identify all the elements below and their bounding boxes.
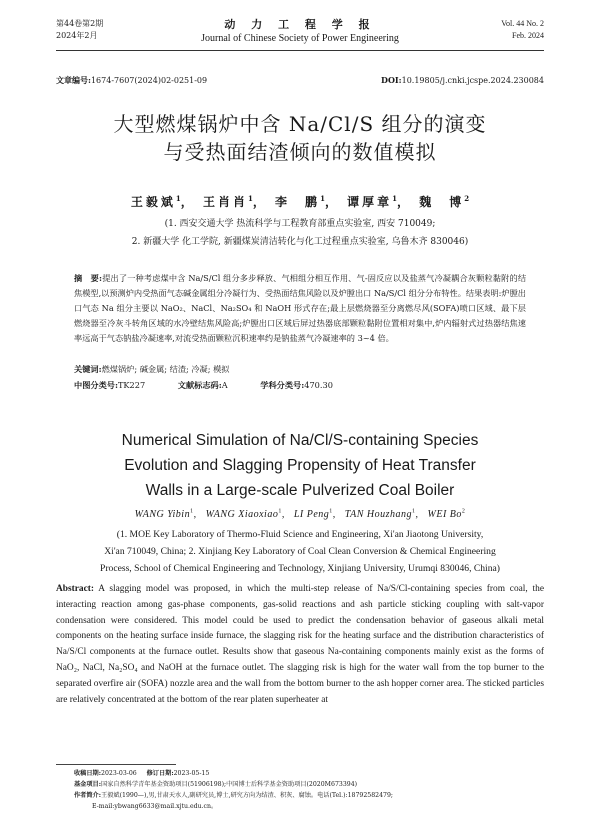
fund-label: 基金项目: <box>74 781 102 788</box>
journal-name-cn: 动 力 工 程 学 报 <box>224 18 376 31</box>
title-en-line3: Walls in a Large-scale Pulverized Coal Boiler <box>145 482 455 499</box>
author-cn: 王毅斌$^1$， <box>130 194 196 209</box>
abstract-cn <box>74 271 526 346</box>
abstract-en-text: A slagging model was proposed, in which the multi-step release of Na/S/Cl-containing species from coal, the interacting reaction among gas-phase components, gas-solid reactions and ash particle sticking coupling with salt-vapor condensation were considered. This model could be used to predict the condensation behavior of gaseous alkali metal components on the heating surface inside furnace, the slagging risk for the heating surface and the distribution characteristics of Na/S/Cl components at the furnace outlet. Results show that gaseous Na-containing components mainly exist as the forms of NaO₂, NaCl, Na₂SO₄ and NaOH at the furnace outlet. The slagging risk is high for the water wall from the top burner to the separated overfire air (SOFA) nozzle area and the wall from the bottom burner to the ash hopper corner area. The sticked particles are relatively concentrated at the bottom of the rear platen superheater at <box>56 584 544 705</box>
received-label: 收稿日期: <box>74 770 102 777</box>
journal-name <box>56 18 544 45</box>
author-bio-label: 作者简介: <box>74 792 102 799</box>
affiliation-cn-line2: 2. 新疆大学 化工学院, 新疆煤炭清洁转化与化工过程重点实验室, 乌鲁木齐 830046) <box>131 237 469 247</box>
footnote-rule <box>56 764 176 765</box>
authors-cn <box>56 193 544 210</box>
author-bio-text: 王毅斌(1990—),男,甘肃天水人,副研究员,博士,研究方向为结渣、积灰、腐蚀。电话(Tel.):18792582479; <box>101 792 394 799</box>
keywords-cn-label: 关键词: <box>74 364 102 374</box>
affiliations-en <box>64 526 536 577</box>
author-email: E-mail:ybwang6633@mail.xjtu.edu.cn。 <box>92 803 218 810</box>
doc-code-label: 文献标志码: <box>177 380 222 390</box>
title-cn <box>56 110 544 166</box>
issue-volume: 第44卷第2期 <box>56 19 104 28</box>
header-rule <box>56 50 544 51</box>
doi-value: 10.19805/j.cnki.jcspe.2024.230084 <box>401 76 544 85</box>
author-cn: 李 鹏$^1$， <box>275 194 340 209</box>
running-header <box>56 18 544 52</box>
affiliation-en-line2: Xi'an 710049, China; 2. Xinjiang Key Laboratory of Coal Clean Conversion & Chemical Engineering <box>104 546 496 557</box>
issue-volume-en: Vol. 44 No. 2 <box>501 19 544 28</box>
revised-label: 修订日期: <box>146 770 174 777</box>
author-en: LI Peng$^1$, <box>293 509 342 521</box>
author-en: WANG Yibin$^1$, <box>134 509 203 521</box>
issue-date-en: Feb. 2024 <box>512 31 544 40</box>
title-en <box>56 428 544 503</box>
affiliation-en-line1: (1. MOE Key Laboratory of Thermo-Fluid Science and Engineering, Xi'an Jiaotong University, <box>116 529 484 540</box>
title-en-line1: Numerical Simulation of Na/Cl/S-containing Species <box>121 432 479 449</box>
footnotes <box>74 768 544 812</box>
doc-code-value: A <box>221 380 228 390</box>
doi <box>381 75 544 85</box>
issue-date: 2024年2月 <box>56 31 98 40</box>
fund-text: 国家自然科学青年基金资助项目(51906198);中国博士后科学基金资助项目(2020M673394) <box>101 781 358 788</box>
affiliations-cn <box>56 215 544 251</box>
footnote-dates <box>74 768 544 779</box>
affiliation-en-line3: Process, School of Chemical Engineering and Technology, Xinjiang University, Urumqi 830046, China) <box>100 563 500 574</box>
title-cn-line1: 大型燃煤锅炉中含 Na/Cl/S 组分的演变 <box>113 112 487 136</box>
footnote-fund <box>74 779 544 790</box>
author-en: WEI Bo$^2$ <box>427 509 466 521</box>
clc-value: TK227 <box>117 380 146 390</box>
received-date: 2023-03-06 <box>101 770 137 777</box>
author-cn: 魏 博$^2$ <box>419 194 470 209</box>
doi-label: DOI: <box>381 75 402 85</box>
author-cn: 谭厚章$^1$， <box>347 194 413 209</box>
keywords-cn <box>74 363 526 376</box>
author-en: WANG Xiaoxiao$^1$, <box>205 509 291 521</box>
authors-en <box>56 509 544 520</box>
article-no-label: 文章编号: <box>56 75 91 85</box>
revised-date: 2023-05-15 <box>173 770 210 777</box>
title-cn-line2: 与受热面结渣倾向的数值模拟 <box>163 140 437 164</box>
author-en: TAN Houzhang$^1$, <box>344 509 425 521</box>
article-meta <box>56 75 544 87</box>
affiliation-cn-line1: (1. 西安交通大学 热流科学与工程教育部重点实验室, 西安 710049; <box>164 219 436 229</box>
abstract-en-label: Abstract: <box>56 584 95 594</box>
classification-cn <box>74 379 526 392</box>
article-no: 1674-7607(2024)02-0251-09 <box>90 76 208 85</box>
subject-value: 470.30 <box>304 380 333 390</box>
issue-info-en <box>501 18 544 42</box>
abstract-en <box>56 582 544 708</box>
author-cn: 王肖肖$^1$， <box>202 194 268 209</box>
clc-label: 中图分类号: <box>74 380 118 390</box>
abstract-cn-text: 提出了一种考虑煤中含 Na/S/Cl 组分多步释放、气相组分相互作用、气-固反应以及盐蒸气冷凝耦合灰颗粒黏附的结焦模型,以预测炉内受热面气态碱金属组分冷凝行为、受热面结焦风险以及炉膛出口 Na/S/Cl 组分分布特性。结果表明:炉膛出口气态 Na 组分主要以 NaO₂、NaCl、Na₂SO₄ 和 NaOH 形式存在;最上层燃烧器至分离燃尽风(SOFA)喷口区域、最下层燃烧器至冷灰斗转角区域的水冷壁结焦风险高;炉膛出口区域后屏过热器底部颗粒黏附位置相对集中,炉内辐射式过热器结焦速率远高于气态钠盐冷凝速率,对流受热面颗粒沉积速率约是钠盐蒸气冷凝速率的 3~4 倍。 <box>74 273 527 343</box>
journal-name-en: Journal of Chinese Society of Power Engineering <box>201 33 399 44</box>
subject-label: 学科分类号: <box>260 380 305 390</box>
title-en-line2: Evolution and Slagging Propensity of Heat Transfer <box>124 457 476 474</box>
keywords-cn-text: 燃煤锅炉; 碱金属; 结渣; 冷凝; 模拟 <box>101 364 230 374</box>
abstract-cn-label: 摘 要: <box>74 273 103 283</box>
footnote-author <box>74 790 544 801</box>
